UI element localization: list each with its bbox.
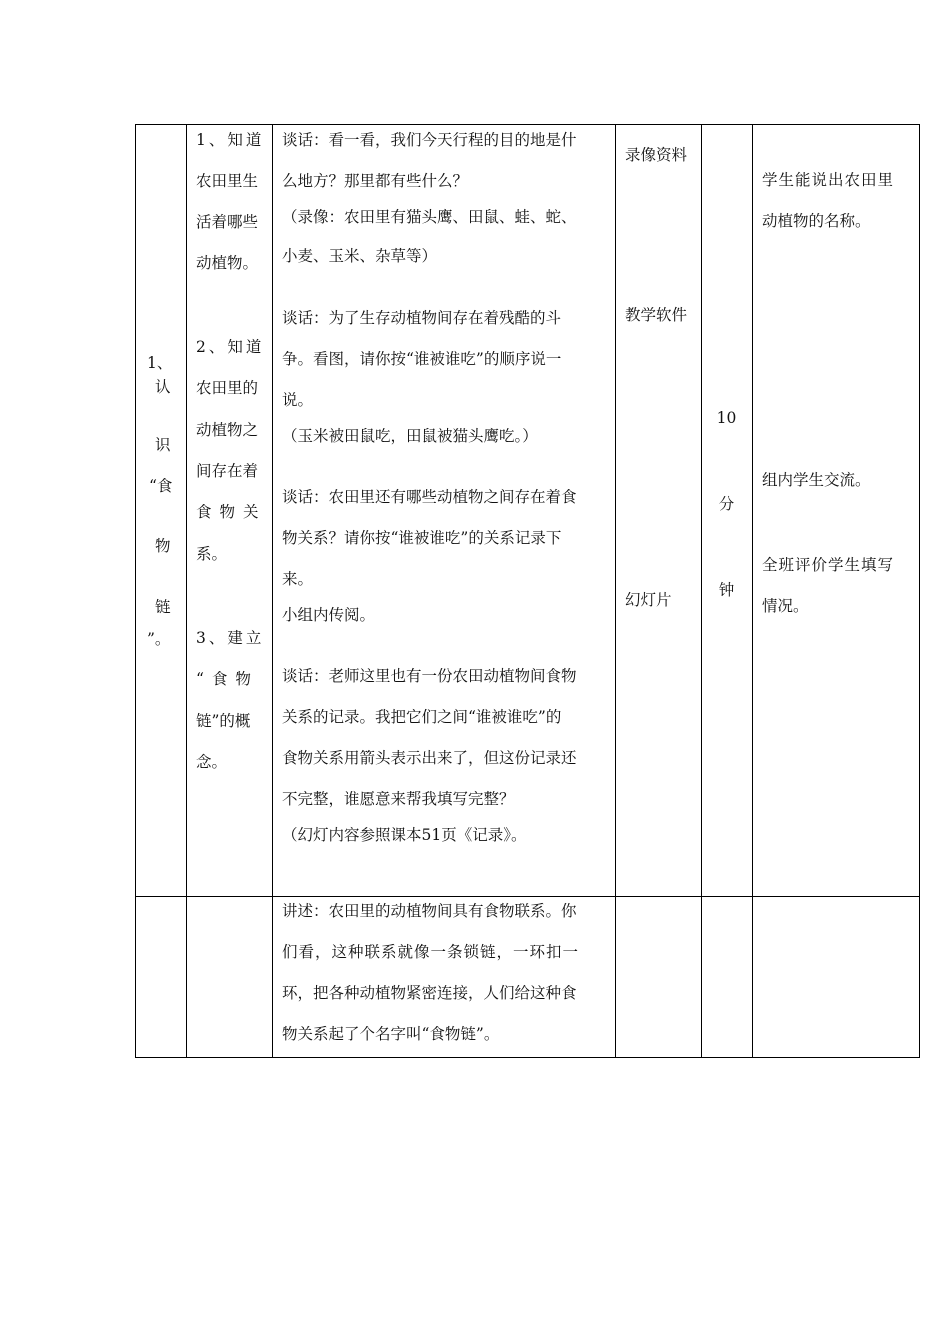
activity-line: 小组内传阅。 — [282, 606, 376, 624]
objective-line: 念。 — [196, 753, 228, 771]
activity-line: 不完整，谁愿意来帮我填写完整？ — [282, 790, 515, 808]
table-border-bottom — [135, 1057, 920, 1058]
media-item: 幻灯片 — [625, 591, 672, 609]
activity-line: 环，把各种动植物紧密连接，人们给这种食 — [282, 984, 577, 1002]
evaluation-line: 动植物的名称。 — [762, 212, 871, 230]
activity-line: 们看，这种联系就像一条锁链，一环扣一 — [282, 943, 580, 961]
evaluation-line: 情况。 — [762, 597, 809, 615]
objective-line: “食物 — [196, 670, 259, 688]
activity-line: 谈话：看一看，我们今天行程的目的地是什 — [282, 131, 577, 149]
activity-line: 物关系？请你按“谁被谁吃”的关系记录下 — [282, 529, 562, 547]
media-item: 教学软件 — [625, 306, 688, 324]
objective-line: 农田里生 — [196, 172, 259, 190]
objective-line: 间存在着 — [196, 462, 259, 480]
section-label-char: “食 — [149, 477, 173, 495]
column-divider — [135, 124, 136, 1058]
activity-line: 谈话：为了生存动植物间存在着残酷的斗 — [282, 309, 562, 327]
section-label-char: 链 — [155, 598, 171, 616]
objective-line: 1、知道 — [196, 131, 265, 149]
objective-line: 链”的概 — [196, 712, 251, 730]
lesson-plan-table — [135, 124, 920, 1058]
time-unit-char: 分 — [718, 495, 735, 513]
row-divider — [135, 896, 920, 897]
activity-line: 争。看图，请你按“谁被谁吃”的顺序说一 — [282, 350, 562, 368]
activity-line: 来。 — [282, 570, 314, 588]
activity-line: （录像：农田里有猫头鹰、田鼠、蛙、蛇、 — [282, 208, 577, 226]
column-divider — [615, 124, 616, 1058]
evaluation-line: 学生能说出农田里 — [762, 171, 895, 189]
activity-line: 谈话：老师这里也有一份农田动植物间食物 — [282, 667, 577, 685]
column-divider — [752, 124, 753, 1058]
objective-line: 3、建立 — [196, 629, 265, 647]
section-label-char: 1、 — [147, 354, 173, 372]
activity-line: （幻灯内容参照课本51页《记录》。 — [282, 826, 527, 844]
activity-line: （玉米被田鼠吃，田鼠被猫头鹰吃。） — [282, 427, 538, 445]
time-value: 10 — [716, 409, 737, 427]
column-divider — [186, 124, 187, 1058]
activity-line: 物关系起了个名字叫“食物链”。 — [282, 1025, 500, 1043]
activity-line: 说。 — [282, 391, 314, 409]
section-label-char: 认 — [155, 378, 171, 396]
activity-line: 谈话：农田里还有哪些动植物之间存在着食 — [282, 488, 577, 506]
activity-line: 么地方？那里都有些什么？ — [282, 172, 469, 190]
objective-line: 系。 — [196, 545, 228, 563]
activity-line: 食物关系用箭头表示出来了，但这份记录还 — [282, 749, 577, 767]
activity-line: 讲述：农田里的动植物间具有食物联系。你 — [282, 902, 577, 920]
section-label-char: ”。 — [147, 630, 171, 648]
objective-line: 2、知道 — [196, 338, 265, 356]
time-unit-char: 钟 — [718, 581, 735, 599]
section-label-char: 物 — [155, 537, 171, 555]
column-divider — [919, 124, 920, 1058]
objective-line: 动植物之 — [196, 421, 259, 439]
objective-line: 农田里的 — [196, 379, 259, 397]
objective-line: 活着哪些 — [196, 213, 259, 231]
table-border-top — [135, 124, 920, 125]
evaluation-line: 全班评价学生填写 — [762, 556, 895, 574]
column-divider — [272, 124, 273, 1058]
objective-line: 动植物。 — [196, 254, 259, 272]
media-item: 录像资料 — [625, 146, 688, 164]
objective-line: 食物关 — [196, 503, 267, 521]
activity-line: 小麦、玉米、杂草等） — [282, 247, 438, 265]
evaluation-line: 组内学生交流。 — [762, 471, 871, 489]
activity-line: 关系的记录。我把它们之间“谁被谁吃”的 — [282, 708, 562, 726]
section-label-char: 识 — [155, 436, 171, 454]
